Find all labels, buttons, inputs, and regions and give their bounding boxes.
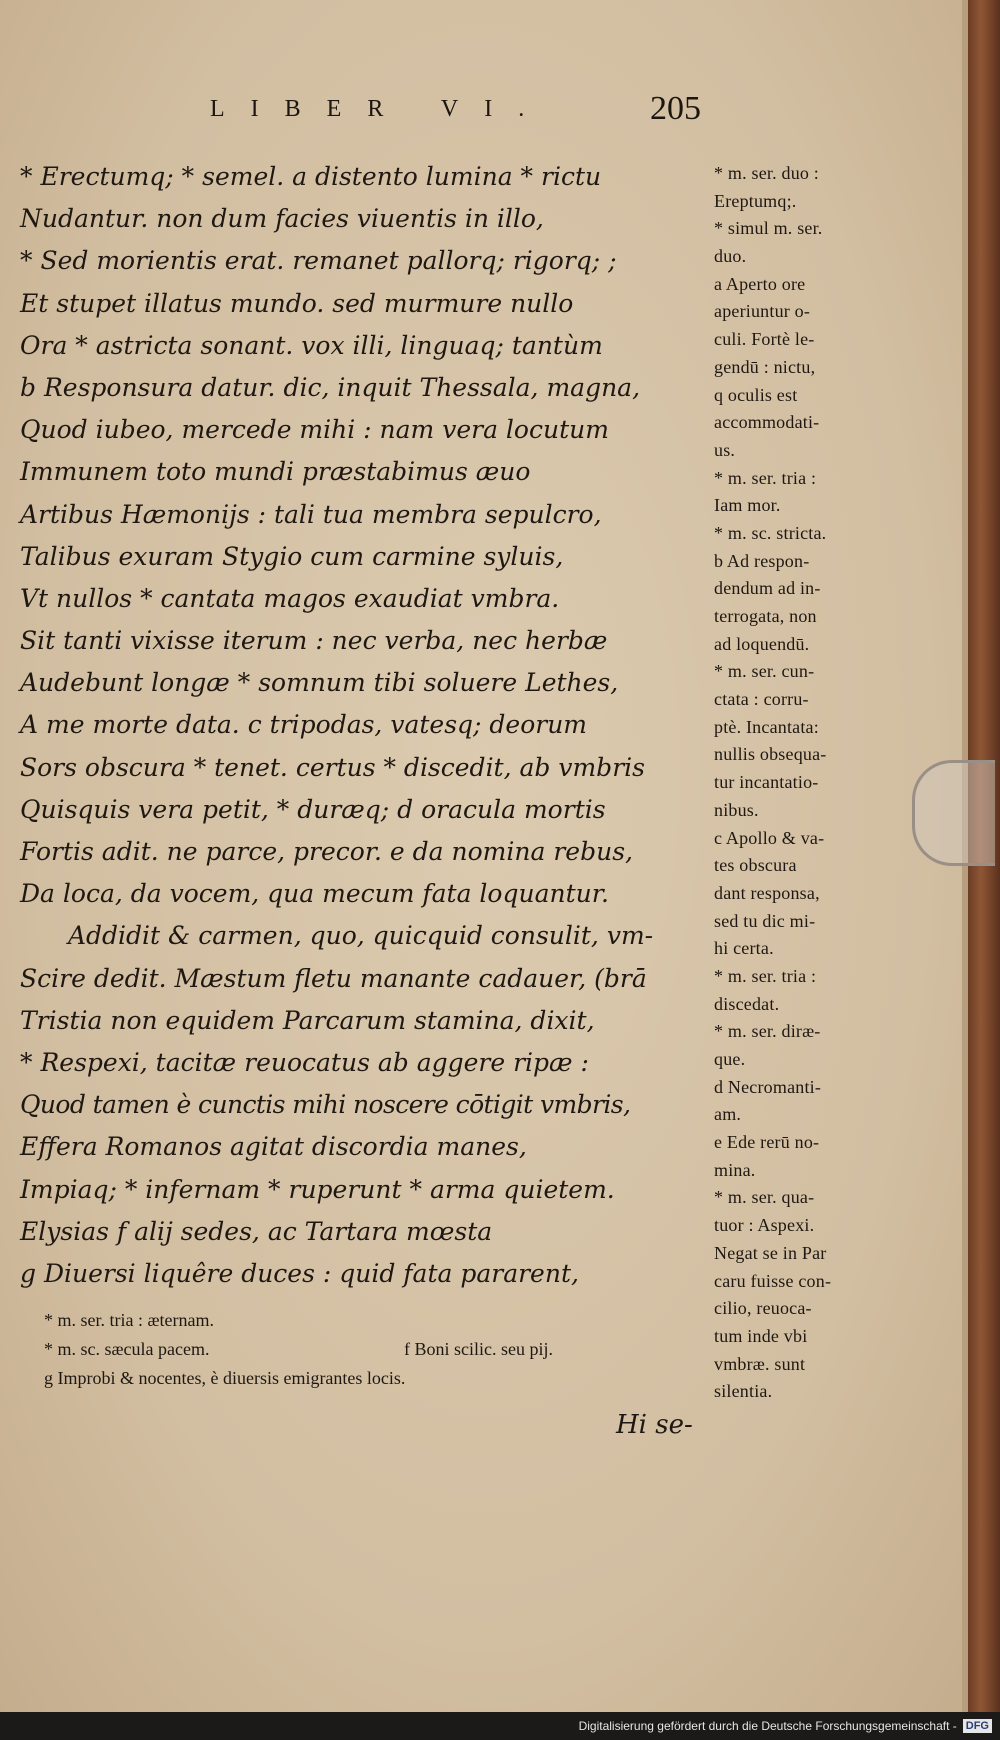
margin-note-line: ctata : corru-: [714, 689, 809, 710]
margin-note-line: hi certa.: [714, 938, 774, 959]
verse-line: Sors obscura * tenet. certus * discedit, ab vmbris: [20, 752, 645, 782]
verse-line: Quod tamen è cunctis mihi noscere cōtigit vmbris,: [20, 1090, 631, 1120]
margin-note-line: d Necromanti-: [714, 1076, 822, 1097]
margin-note-line: q oculis est: [714, 384, 798, 405]
margin-note-line: b Ad respon-: [714, 550, 810, 571]
verse-line: Effera Romanos agitat discordia manes,: [20, 1132, 527, 1162]
footnotes: [44, 1306, 664, 1393]
verse-line: Ora * astricta sonant. vox illi, linguaq; tantùm: [20, 330, 603, 360]
verse-line: Audebunt longæ * somnum tibi soluere Lethes,: [20, 668, 619, 698]
verse-line: * Erectumq; * semel. a distento lumina * rictu: [20, 162, 602, 191]
margin-note-line: us.: [714, 439, 736, 460]
margin-notes: [714, 160, 894, 1406]
margin-note-line: aperiuntur o-: [714, 301, 811, 322]
margin-note-line: tum inde vbi: [714, 1325, 808, 1346]
margin-note-line: culi. Fortè le-: [714, 329, 815, 350]
margin-note-line: * m. ser. cun-: [714, 661, 815, 682]
margin-note-line: e Ede rerū no-: [714, 1132, 820, 1153]
verse-line: b Responsura datur. dic, inquit Thessala, magna,: [20, 372, 641, 402]
verse-line: Fortis adit. ne parce, precor. e da nomina rebus,: [20, 837, 633, 866]
footnote-text: f Boni scilic. seu pij.: [404, 1339, 553, 1359]
margin-note-line: Ereptumq;.: [714, 190, 797, 211]
margin-note-line: tuor : Aspexi.: [714, 1215, 815, 1236]
verse-line: Artibus Hæmonijs : tali tua membra sepulcro,: [20, 499, 602, 529]
verse-line: Sit tanti vixisse iterum : nec verba, nec herbæ: [20, 626, 608, 656]
margin-note-line: * simul m. ser.: [714, 218, 823, 239]
dfg-logo: DFG: [963, 1719, 992, 1733]
margin-note-line: duo.: [714, 246, 747, 267]
verse-line: Quod iubeo, mercede mihi : nam vera locutum: [20, 415, 609, 445]
catchword: Hi se-: [616, 1410, 693, 1440]
margin-note-line: am.: [714, 1104, 742, 1125]
verse-line: Immunem toto mundi præstabimus æuo: [20, 457, 531, 487]
verse-line: Quisquis vera petit, * duræq; d oracula mortis: [20, 794, 606, 824]
margin-note-line: * m. ser. qua-: [714, 1187, 815, 1208]
margin-note-line: a Aperto ore: [714, 273, 806, 294]
margin-note-line: dant responsa,: [714, 882, 820, 903]
verse-line: g Diuersi liquêre duces : quid fata pararent,: [20, 1258, 579, 1288]
margin-note-line: terrogata, non: [714, 606, 817, 626]
margin-note-line: Iam mor.: [714, 495, 781, 516]
footnote-line: g Improbi & nocentes, è diuersis emigrantes locis.: [44, 1368, 406, 1388]
footnote-text: * m. sc. sæcula pacem.: [44, 1339, 210, 1359]
verse-line: Elysias f alij sedes, ac Tartara mœsta: [20, 1216, 493, 1246]
margin-note-line: dendum ad in-: [714, 578, 821, 599]
footer-text: Digitalisierung gefördert durch die Deutsche Forschungsgemeinschaft -: [578, 1719, 957, 1733]
verse-text: [20, 156, 710, 1295]
margin-note-line: caru fuisse con-: [714, 1270, 832, 1291]
margin-note-line: * m. ser. tria :: [714, 965, 817, 986]
verse-line: * Respexi, tacitæ reuocatus ab aggere ripæ :: [20, 1047, 589, 1077]
verse-line: Et stupet illatus mundo. sed murmure nullo: [20, 288, 574, 318]
footnote-line: * m. ser. tria : æternam.: [44, 1310, 214, 1330]
margin-note-line: tes obscura: [714, 855, 797, 876]
clasp-tab: [912, 760, 995, 866]
footnote-line: [44, 1335, 664, 1364]
margin-note-line: silentia.: [714, 1381, 773, 1402]
margin-note-line: c Apollo & va-: [714, 827, 825, 848]
verse-line: Talibus exuram Stygio cum carmine syluis,: [20, 541, 564, 571]
margin-note-line: nullis obsequa-: [714, 744, 827, 765]
verse-line: Scire dedit. Mæstum fletu manante cadauer, (brā: [20, 963, 647, 993]
verse-line: Da loca, da vocem, qua mecum fata loquantur.: [20, 879, 609, 909]
page-number: 205: [650, 90, 701, 127]
margin-note-line: tur incantatio-: [714, 772, 819, 793]
margin-note-line: gendū : nictu,: [714, 356, 816, 377]
verse-line: Impiaq; * infernam * ruperunt * arma quietem.: [20, 1174, 615, 1204]
margin-note-line: nibus.: [714, 799, 759, 820]
margin-note-line: cilio, reuoca-: [714, 1298, 812, 1319]
verse-line: Tristia non equidem Parcarum stamina, dixit,: [20, 1005, 595, 1035]
verse-line: Addidit & carmen, quo, quicquid consulit, vm-: [68, 921, 654, 951]
margin-note-line: ptè. Incantata:: [714, 716, 819, 737]
digitization-footer: [0, 1712, 1000, 1740]
margin-note-line: vmbræ. sunt: [714, 1353, 806, 1374]
margin-note-line: Negat se in Par: [714, 1242, 827, 1263]
margin-note-line: discedat.: [714, 993, 780, 1014]
verse-line: A me morte data. c tripodas, vatesq; deorum: [20, 710, 588, 740]
verse-line: Nudantur. non dum facies viuentis in illo,: [20, 204, 544, 234]
margin-note-line: mina.: [714, 1159, 756, 1180]
margin-note-line: * m. sc. stricta.: [714, 522, 827, 543]
margin-note-line: sed tu dic mi-: [714, 910, 816, 931]
verse-line: Vt nullos * cantata magos exaudiat vmbra.: [20, 583, 560, 613]
margin-note-line: ad loquendū.: [714, 633, 810, 654]
running-head: LIBER VI.: [210, 96, 551, 122]
margin-note-line: accommodati-: [714, 412, 820, 433]
margin-note-line: * m. ser. duo :: [714, 163, 819, 183]
margin-note-line: * m. ser. tria :: [714, 467, 817, 488]
verse-line: * Sed morientis erat. remanet pallorq; rigorq; ;: [20, 246, 617, 276]
margin-note-line: * m. ser. diræ-: [714, 1021, 821, 1042]
margin-note-line: que.: [714, 1049, 746, 1069]
